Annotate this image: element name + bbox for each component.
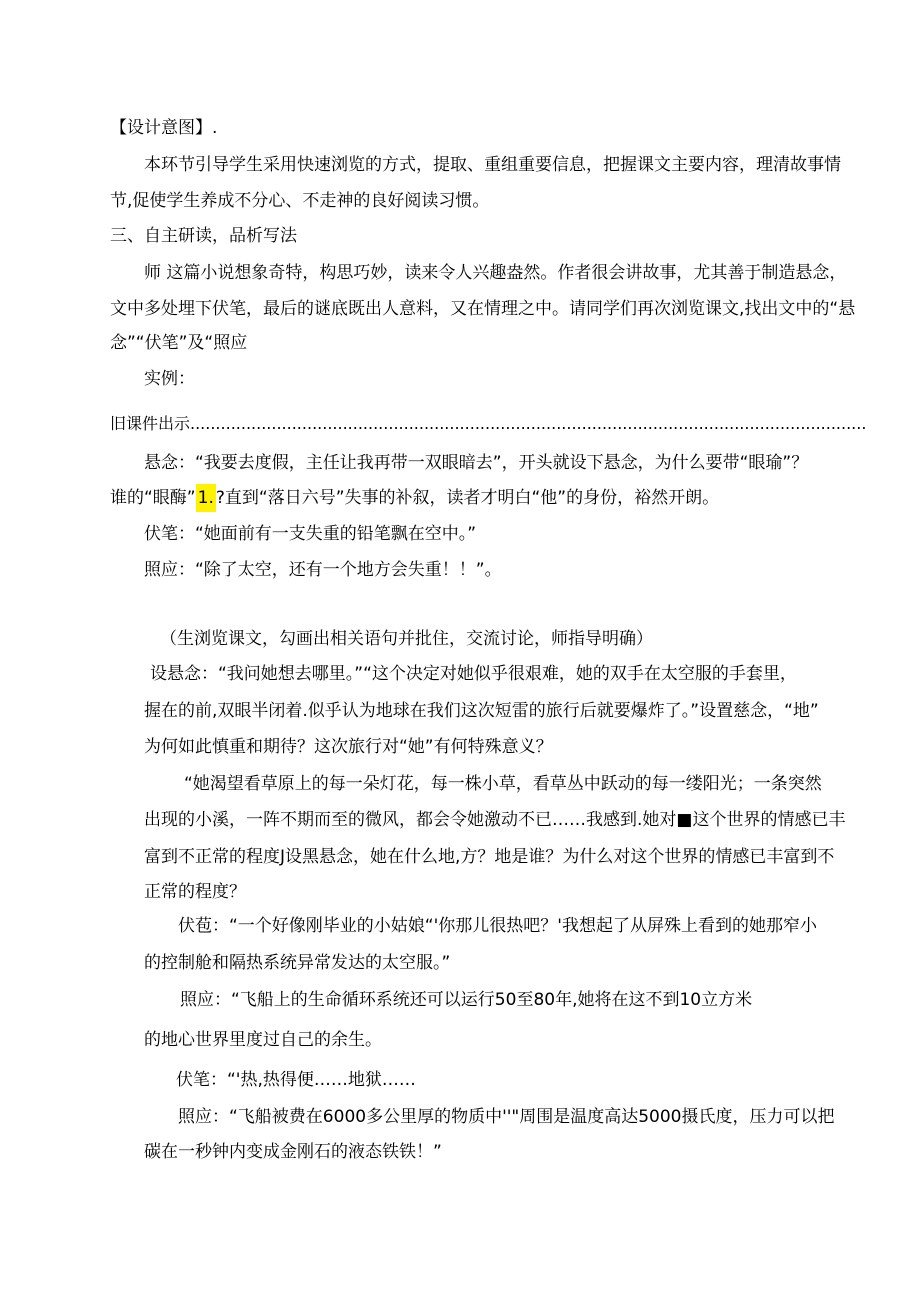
- set-suspense-line-3: 为何如此慎重和期待？这次旅行对“她”有何特殊意义？: [144, 737, 553, 757]
- section-3-title: 三、自主研读，品析写法: [110, 226, 297, 246]
- suspense-line-2-pre: 谁的“眼酶”: [110, 488, 196, 508]
- echo3-line-1: 照应：“飞船被费在6000多公里厚的物质中''"周围是温度高达5000摄氏度，压力可以把: [178, 1107, 835, 1127]
- design-intent-line-1: 本环节引导学生采用快速浏览的方式，提取、重组重要信息，把握课文主要内容，理清故事情: [144, 155, 841, 175]
- quote-line-2: 出现的小溪，一阵不期而至的微风，都会令她激动不已……我感到.她对■这个世界的情感已丰: [144, 810, 846, 830]
- set-suspense-line-2: 握在的前,双眼半闭着.似乎认为地球在我们这次短雷的旅行后就要爆炸了。”设置慈念，“地”: [144, 701, 819, 721]
- echo2-line-2: 的地心世界里度过自己的余生。: [144, 1030, 382, 1050]
- echo3-line-2: 碳在一秒钟内变成金刚石的液态铁铁！”: [144, 1142, 442, 1162]
- design-intent-heading: 【设计意图】.: [110, 118, 218, 138]
- echo-line: 照应：“除了太空，还有一个地方会失重！！”。: [144, 560, 502, 580]
- suspense-line-2-post: ?直到“落日六号”失事的补叙，读者才明白“他”的身份，裕然开朗。: [215, 488, 720, 508]
- teacher-line-3: 念”“伏笔”及“照应: [110, 333, 248, 353]
- quote-line-4: 正常的程度？: [144, 882, 246, 902]
- examples-label: 实例：: [144, 369, 195, 389]
- student-activity-note: （生浏览课文，勾画出相关语句并批住，交流讨论，师指导明确）: [160, 629, 653, 649]
- quote-line-3: 富到不正常的程度J设黑悬念，她在什么地,方？地是谁？为什么对这个世界的情感已丰富到不: [144, 847, 835, 867]
- suspense-line-2: [110, 486, 719, 510]
- foreshadow-line: 伏笔：“她面前有一支失重的铅笔飘在空中。”: [144, 524, 477, 544]
- highlighted-marker: 1.: [196, 484, 216, 512]
- fubao-line-1: 伏苞：“一个好像刚毕业的小姑娘“'你那儿很热吧？'我想起了从屏殊上看到的她那窄小: [178, 916, 817, 936]
- set-suspense-line-1: 设悬念：“我问她想去哪里。”“这个决定对她似乎很艰难，她的双手在太空服的手套里，: [150, 664, 797, 684]
- echo2-line-1: 照应：“飞船上的生命循环系统还可以运行50至80年,她将在这不到10立方米: [180, 990, 753, 1010]
- quote-line-1: “她渴望看草原上的每一朵灯花，每一株小草，看草丛中跃动的每一缕阳光；一条突然: [184, 774, 822, 794]
- teacher-line-2: 文中多处埋下伏笔，最后的谜底既出人意料，又在情理之中。请同学们再次浏览课文,找出文中的“悬: [110, 299, 856, 319]
- suspense-line-1: 悬念：“我要去度假，主任让我再带一双眼暗去”，开头就设下悬念，为什么要带“眼瑜”？: [144, 453, 809, 473]
- fubao-line-2: 的控制舱和隔热系统异常发达的太空服。”: [144, 953, 451, 973]
- courseware-line: 旧课件出示.....................................................................................................................................: [110, 414, 867, 433]
- teacher-line-1: 师 这篇小说想象奇特，构思巧妙，读来令人兴趣盎然。作者很会讲故事，尤其善于制造悬念，: [144, 263, 847, 283]
- foreshadow2-line: 伏笔：“'热,热得便……地狱……: [176, 1070, 416, 1090]
- design-intent-line-2: 节,促使学生养成不分心、不走神的良好阅读习惯。: [110, 191, 490, 211]
